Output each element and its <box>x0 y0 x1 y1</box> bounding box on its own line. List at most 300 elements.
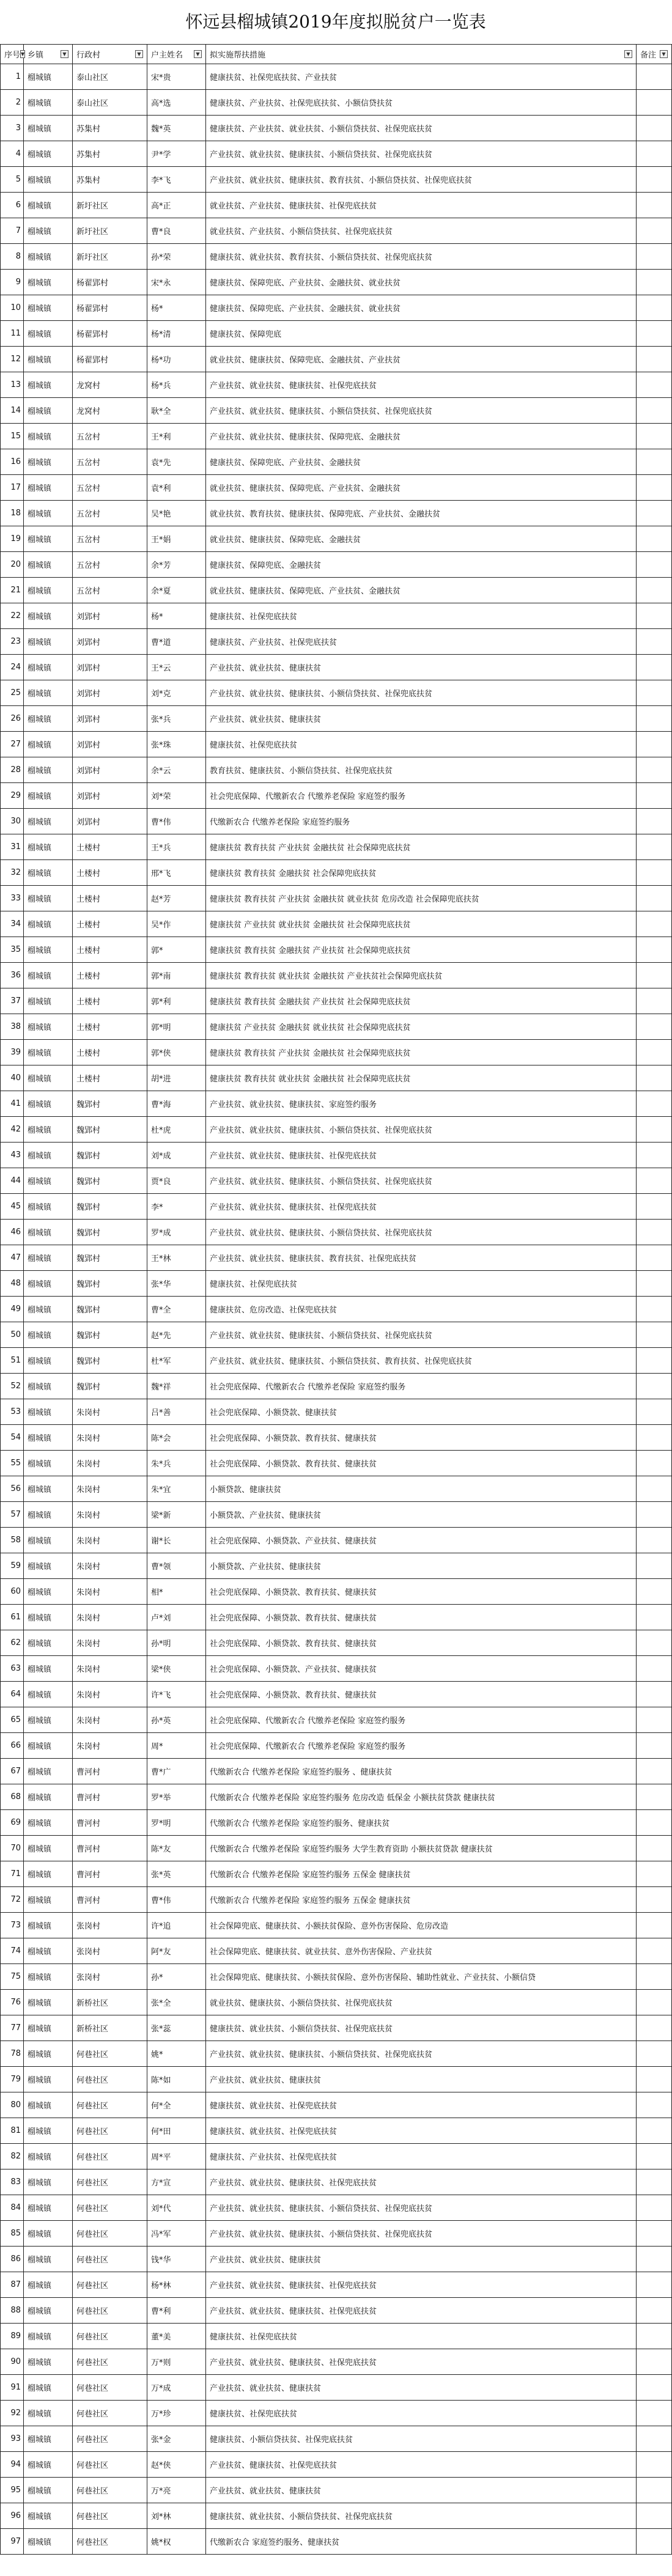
cell-village[interactable]: 魏郢村 <box>73 1194 147 1220</box>
cell-remark[interactable] <box>637 783 672 809</box>
cell-seq[interactable]: 9 <box>1 270 24 295</box>
cell-seq[interactable]: 2 <box>1 90 24 116</box>
cell-remark[interactable] <box>637 1245 672 1271</box>
cell-village[interactable]: 刘郢村 <box>73 783 147 809</box>
cell-householder[interactable]: 曹*全 <box>147 1297 206 1322</box>
cell-remark[interactable] <box>637 655 672 680</box>
cell-measures[interactable]: 健康扶贫、危房改造、社保兜底扶贫 <box>206 1297 637 1322</box>
cell-measures[interactable]: 小额贷款、产业扶贫、健康扶贫 <box>206 1502 637 1528</box>
cell-remark[interactable] <box>637 424 672 449</box>
cell-village[interactable]: 何巷社区 <box>73 2221 147 2247</box>
cell-town[interactable]: 榴城镇 <box>24 1887 73 1913</box>
cell-seq[interactable]: 46 <box>1 1220 24 1245</box>
cell-seq[interactable]: 80 <box>1 2092 24 2118</box>
col-header-town[interactable]: 乡镇 ▼ <box>24 45 73 64</box>
cell-village[interactable]: 何巷社区 <box>73 2503 147 2529</box>
cell-measures[interactable]: 教育扶贫、健康扶贫、小额信贷扶贫、社保兜底扶贫 <box>206 757 637 783</box>
cell-measures[interactable]: 产业扶贫、就业扶贫、健康扶贫、小额信贷扶贫、社保兜底扶贫 <box>206 1322 637 1348</box>
cell-village[interactable]: 何巷社区 <box>73 2426 147 2452</box>
cell-seq[interactable]: 7 <box>1 218 24 244</box>
cell-seq[interactable]: 76 <box>1 1990 24 2015</box>
cell-measures[interactable]: 社会兜底保障、小额贷款、教育扶贫、健康扶贫 <box>206 1425 637 1451</box>
cell-remark[interactable] <box>637 603 672 629</box>
cell-measures[interactable]: 健康扶贫 产业扶贫 金融扶贫 就业扶贫 社会保障兜底扶贫 <box>206 1014 637 1040</box>
cell-seq[interactable]: 4 <box>1 141 24 167</box>
cell-remark[interactable] <box>637 1374 672 1399</box>
cell-town[interactable]: 榴城镇 <box>24 2247 73 2272</box>
cell-village[interactable]: 朱岗村 <box>73 1502 147 1528</box>
cell-remark[interactable] <box>637 757 672 783</box>
cell-village[interactable]: 何巷社区 <box>73 2324 147 2349</box>
cell-seq[interactable]: 20 <box>1 552 24 578</box>
cell-village[interactable]: 曹河村 <box>73 1784 147 1810</box>
cell-remark[interactable] <box>637 1682 672 1707</box>
cell-town[interactable]: 榴城镇 <box>24 809 73 834</box>
cell-town[interactable]: 榴城镇 <box>24 2375 73 2401</box>
cell-remark[interactable] <box>637 1040 672 1065</box>
cell-measures[interactable]: 产业扶贫、就业扶贫、健康扶贫 <box>206 655 637 680</box>
cell-householder[interactable]: 贾*良 <box>147 1168 206 1194</box>
cell-town[interactable]: 榴城镇 <box>24 834 73 860</box>
cell-town[interactable]: 榴城镇 <box>24 1964 73 1990</box>
cell-seq[interactable]: 77 <box>1 2015 24 2041</box>
cell-householder[interactable]: 曹*良 <box>147 218 206 244</box>
cell-seq[interactable]: 72 <box>1 1887 24 1913</box>
cell-remark[interactable] <box>637 1630 672 1656</box>
cell-town[interactable]: 榴城镇 <box>24 424 73 449</box>
cell-town[interactable]: 榴城镇 <box>24 218 73 244</box>
cell-measures[interactable]: 产业扶贫、就业扶贫、健康扶贫、小额信贷扶贫、社保兜底扶贫 <box>206 1117 637 1143</box>
cell-householder[interactable]: 高*选 <box>147 90 206 116</box>
cell-remark[interactable] <box>637 1348 672 1374</box>
cell-measures[interactable]: 就业扶贫、产业扶贫、健康扶贫、社保兜底扶贫 <box>206 193 637 218</box>
cell-householder[interactable]: 杨* <box>147 295 206 321</box>
cell-measures[interactable]: 健康扶贫、就业扶贫、小额信贷扶贫、社保兜底扶贫 <box>206 2015 637 2041</box>
cell-village[interactable]: 五岔村 <box>73 526 147 552</box>
cell-village[interactable]: 曹河村 <box>73 1861 147 1887</box>
cell-householder[interactable]: 刘*代 <box>147 2195 206 2221</box>
cell-town[interactable]: 榴城镇 <box>24 501 73 526</box>
cell-householder[interactable]: 曹*领 <box>147 1553 206 1579</box>
cell-measures[interactable]: 产业扶贫、就业扶贫、健康扶贫、小额信贷扶贫、社保兜底扶贫 <box>206 2221 637 2247</box>
cell-village[interactable]: 泰山社区 <box>73 64 147 90</box>
cell-town[interactable]: 榴城镇 <box>24 1322 73 1348</box>
cell-village[interactable]: 杨翟郢村 <box>73 347 147 372</box>
cell-seq[interactable]: 29 <box>1 783 24 809</box>
cell-seq[interactable]: 92 <box>1 2401 24 2426</box>
cell-remark[interactable] <box>637 963 672 988</box>
cell-measures[interactable]: 产业扶贫、就业扶贫、健康扶贫 <box>206 2375 637 2401</box>
cell-seq[interactable]: 19 <box>1 526 24 552</box>
cell-town[interactable]: 榴城镇 <box>24 1861 73 1887</box>
cell-measures[interactable]: 代缴新农合 代缴养老保险 家庭签约服务 五保金 健康扶贫 <box>206 1887 637 1913</box>
cell-measures[interactable]: 产业扶贫、就业扶贫、健康扶贫、社保兜底扶贫 <box>206 2298 637 2324</box>
cell-measures[interactable]: 社会保障兜底、健康扶贫、小额扶贫保险、意外伤害保险、辅助性就业、产业扶贫、小额信贷 <box>206 1964 637 1990</box>
cell-householder[interactable]: 张*珠 <box>147 732 206 757</box>
cell-village[interactable]: 土楼村 <box>73 886 147 911</box>
cell-measures[interactable]: 就业扶贫、健康扶贫、保障兜底、金融扶贫 <box>206 526 637 552</box>
cell-village[interactable]: 刘郢村 <box>73 732 147 757</box>
cell-town[interactable]: 榴城镇 <box>24 1245 73 1271</box>
cell-seq[interactable]: 58 <box>1 1528 24 1553</box>
cell-householder[interactable]: 尹*学 <box>147 141 206 167</box>
cell-householder[interactable]: 陈*会 <box>147 1425 206 1451</box>
cell-remark[interactable] <box>637 578 672 603</box>
cell-householder[interactable]: 万*则 <box>147 2349 206 2375</box>
cell-seq[interactable]: 89 <box>1 2324 24 2349</box>
cell-village[interactable]: 土楼村 <box>73 937 147 963</box>
cell-seq[interactable]: 74 <box>1 1938 24 1964</box>
cell-village[interactable]: 新桥社区 <box>73 1990 147 2015</box>
cell-seq[interactable]: 75 <box>1 1964 24 1990</box>
cell-remark[interactable] <box>637 2195 672 2221</box>
cell-town[interactable]: 榴城镇 <box>24 937 73 963</box>
cell-householder[interactable]: 曹*伟 <box>147 809 206 834</box>
cell-village[interactable]: 新桥社区 <box>73 2015 147 2041</box>
cell-householder[interactable]: 杨*功 <box>147 347 206 372</box>
cell-seq[interactable]: 71 <box>1 1861 24 1887</box>
cell-measures[interactable]: 就业扶贫、健康扶贫、小额信贷扶贫、社保兜底扶贫 <box>206 1990 637 2015</box>
cell-seq[interactable]: 52 <box>1 1374 24 1399</box>
cell-village[interactable]: 魏郢村 <box>73 1297 147 1322</box>
cell-seq[interactable]: 22 <box>1 603 24 629</box>
cell-measures[interactable]: 健康扶贫、产业扶贫、社保兜底扶贫 <box>206 629 637 655</box>
cell-seq[interactable]: 13 <box>1 372 24 398</box>
cell-measures[interactable]: 代缴新农合 代缴养老保险 家庭签约服务 <box>206 809 637 834</box>
cell-remark[interactable] <box>637 1938 672 1964</box>
cell-householder[interactable]: 刘*克 <box>147 680 206 706</box>
cell-householder[interactable]: 何*田 <box>147 2118 206 2144</box>
cell-remark[interactable] <box>637 2015 672 2041</box>
cell-remark[interactable] <box>637 1707 672 1733</box>
cell-village[interactable]: 朱岗村 <box>73 1528 147 1553</box>
cell-village[interactable]: 何巷社区 <box>73 2118 147 2144</box>
cell-seq[interactable]: 8 <box>1 244 24 270</box>
cell-householder[interactable]: 张*英 <box>147 1861 206 1887</box>
chevron-down-icon[interactable]: ▼ <box>135 50 143 58</box>
cell-village[interactable]: 新圩社区 <box>73 218 147 244</box>
cell-householder[interactable]: 周*平 <box>147 2144 206 2169</box>
cell-village[interactable]: 曹河村 <box>73 1810 147 1836</box>
cell-seq[interactable]: 11 <box>1 321 24 347</box>
cell-village[interactable]: 土楼村 <box>73 988 147 1014</box>
cell-householder[interactable]: 余*芳 <box>147 552 206 578</box>
cell-remark[interactable] <box>637 1990 672 2015</box>
cell-remark[interactable] <box>637 1065 672 1091</box>
cell-seq[interactable]: 96 <box>1 2503 24 2529</box>
cell-householder[interactable]: 张*兵 <box>147 706 206 732</box>
cell-measures[interactable]: 产业扶贫、就业扶贫、健康扶贫、小额信贷扶贫、社保兜底扶贫 <box>206 1220 637 1245</box>
cell-town[interactable]: 榴城镇 <box>24 963 73 988</box>
cell-householder[interactable]: 阿*友 <box>147 1938 206 1964</box>
cell-village[interactable]: 五岔村 <box>73 424 147 449</box>
cell-measures[interactable]: 就业扶贫、健康扶贫、保障兜底、产业扶贫、金融扶贫 <box>206 578 637 603</box>
cell-town[interactable]: 榴城镇 <box>24 1656 73 1682</box>
cell-town[interactable]: 榴城镇 <box>24 1707 73 1733</box>
cell-remark[interactable] <box>637 2478 672 2503</box>
cell-town[interactable]: 榴城镇 <box>24 1938 73 1964</box>
cell-village[interactable]: 苏集村 <box>73 116 147 141</box>
cell-householder[interactable]: 余*夏 <box>147 578 206 603</box>
cell-measures[interactable]: 产业扶贫、就业扶贫、健康扶贫、社保兜底扶贫 <box>206 2272 637 2298</box>
cell-remark[interactable] <box>637 2272 672 2298</box>
cell-village[interactable]: 魏郢村 <box>73 1168 147 1194</box>
cell-remark[interactable] <box>637 449 672 475</box>
cell-householder[interactable]: 高*正 <box>147 193 206 218</box>
cell-measures[interactable]: 代缴新农合 代缴养老保险 家庭签约服务 五保金 健康扶贫 <box>206 1861 637 1887</box>
cell-remark[interactable] <box>637 244 672 270</box>
cell-remark[interactable] <box>637 218 672 244</box>
cell-householder[interactable]: 钱*华 <box>147 2247 206 2272</box>
cell-householder[interactable]: 卢*刘 <box>147 1605 206 1630</box>
cell-remark[interactable] <box>637 2529 672 2555</box>
cell-remark[interactable] <box>637 552 672 578</box>
cell-householder[interactable]: 姚* <box>147 2041 206 2067</box>
cell-householder[interactable]: 余*云 <box>147 757 206 783</box>
cell-measures[interactable]: 产业扶贫、就业扶贫、健康扶贫 <box>206 2067 637 2092</box>
cell-town[interactable]: 榴城镇 <box>24 1271 73 1297</box>
cell-town[interactable]: 榴城镇 <box>24 2221 73 2247</box>
cell-householder[interactable]: 朱*兵 <box>147 1451 206 1476</box>
cell-seq[interactable]: 33 <box>1 886 24 911</box>
cell-remark[interactable] <box>637 270 672 295</box>
cell-measures[interactable]: 产业扶贫、就业扶贫、健康扶贫、社保兜底扶贫 <box>206 2169 637 2195</box>
cell-measures[interactable]: 社会兜底保障、小额贷款、教育扶贫、健康扶贫 <box>206 1579 637 1605</box>
cell-measures[interactable]: 小额贷款、健康扶贫 <box>206 1476 637 1502</box>
cell-village[interactable]: 五岔村 <box>73 449 147 475</box>
cell-householder[interactable]: 刘*荣 <box>147 783 206 809</box>
cell-householder[interactable]: 陈*友 <box>147 1836 206 1861</box>
cell-village[interactable]: 朱岗村 <box>73 1425 147 1451</box>
cell-village[interactable]: 五岔村 <box>73 552 147 578</box>
cell-measures[interactable]: 产业扶贫、就业扶贫、健康扶贫、社保兜底扶贫 <box>206 2349 637 2375</box>
cell-seq[interactable]: 30 <box>1 809 24 834</box>
cell-town[interactable]: 榴城镇 <box>24 1836 73 1861</box>
cell-householder[interactable]: 赵*先 <box>147 1322 206 1348</box>
cell-seq[interactable]: 73 <box>1 1913 24 1938</box>
cell-remark[interactable] <box>637 1887 672 1913</box>
cell-measures[interactable]: 产业扶贫、就业扶贫、健康扶贫、小额信贷扶贫、社保兜底扶贫 <box>206 2195 637 2221</box>
cell-town[interactable]: 榴城镇 <box>24 783 73 809</box>
cell-seq[interactable]: 48 <box>1 1271 24 1297</box>
cell-measures[interactable]: 健康扶贫 教育扶贫 产业扶贫 金融扶贫 社会保障兜底扶贫 <box>206 834 637 860</box>
cell-measures[interactable]: 健康扶贫 教育扶贫 产业扶贫 金融扶贫 社会保障兜底扶贫 <box>206 1040 637 1065</box>
cell-town[interactable]: 榴城镇 <box>24 1065 73 1091</box>
cell-remark[interactable] <box>637 2041 672 2067</box>
cell-remark[interactable] <box>637 2144 672 2169</box>
cell-remark[interactable] <box>637 1861 672 1887</box>
cell-town[interactable]: 榴城镇 <box>24 2015 73 2041</box>
cell-village[interactable]: 土楼村 <box>73 963 147 988</box>
cell-village[interactable]: 苏集村 <box>73 141 147 167</box>
cell-remark[interactable] <box>637 526 672 552</box>
col-header-remark[interactable]: 备注 ▼ <box>637 45 672 64</box>
cell-remark[interactable] <box>637 1399 672 1425</box>
cell-village[interactable]: 土楼村 <box>73 834 147 860</box>
cell-town[interactable]: 榴城镇 <box>24 1194 73 1220</box>
cell-village[interactable]: 曹河村 <box>73 1836 147 1861</box>
cell-village[interactable]: 朱岗村 <box>73 1399 147 1425</box>
col-header-village[interactable]: 行政村 ▼ <box>73 45 147 64</box>
cell-seq[interactable]: 90 <box>1 2349 24 2375</box>
cell-town[interactable]: 榴城镇 <box>24 2426 73 2452</box>
cell-householder[interactable]: 许*追 <box>147 1913 206 1938</box>
cell-measures[interactable]: 健康扶贫、就业扶贫、小额信贷扶贫、社保兜底扶贫 <box>206 2503 637 2529</box>
cell-seq[interactable]: 49 <box>1 1297 24 1322</box>
cell-remark[interactable] <box>637 1579 672 1605</box>
cell-seq[interactable]: 16 <box>1 449 24 475</box>
cell-measures[interactable]: 健康扶贫、保障兜底 <box>206 321 637 347</box>
cell-town[interactable]: 榴城镇 <box>24 1143 73 1168</box>
cell-seq[interactable]: 64 <box>1 1682 24 1707</box>
cell-town[interactable]: 榴城镇 <box>24 1168 73 1194</box>
cell-town[interactable]: 榴城镇 <box>24 1528 73 1553</box>
cell-town[interactable]: 榴城镇 <box>24 1297 73 1322</box>
cell-remark[interactable] <box>637 1168 672 1194</box>
cell-village[interactable]: 五岔村 <box>73 501 147 526</box>
cell-measures[interactable]: 就业扶贫、健康扶贫、保障兜底、金融扶贫、产业扶贫 <box>206 347 637 372</box>
cell-seq[interactable]: 93 <box>1 2426 24 2452</box>
cell-village[interactable]: 杨翟郢村 <box>73 270 147 295</box>
cell-householder[interactable]: 曹*海 <box>147 1091 206 1117</box>
cell-householder[interactable]: 魏*祥 <box>147 1374 206 1399</box>
cell-householder[interactable]: 吴*艳 <box>147 501 206 526</box>
cell-measures[interactable]: 产业扶贫、就业扶贫、健康扶贫 <box>206 2247 637 2272</box>
cell-remark[interactable] <box>637 372 672 398</box>
cell-householder[interactable]: 吕*善 <box>147 1399 206 1425</box>
cell-remark[interactable] <box>637 1528 672 1553</box>
cell-seq[interactable]: 84 <box>1 2195 24 2221</box>
cell-measures[interactable]: 社会兜底保障、小额贷款、教育扶贫、健康扶贫 <box>206 1682 637 1707</box>
cell-village[interactable]: 新圩社区 <box>73 193 147 218</box>
cell-measures[interactable]: 健康扶贫、保障兜底、产业扶贫、金融扶贫 <box>206 449 637 475</box>
cell-town[interactable]: 榴城镇 <box>24 629 73 655</box>
cell-village[interactable]: 朱岗村 <box>73 1553 147 1579</box>
cell-town[interactable]: 榴城镇 <box>24 2118 73 2144</box>
cell-householder[interactable]: 相* <box>147 1579 206 1605</box>
cell-measures[interactable]: 产业扶贫、就业扶贫、健康扶贫、社保兜底扶贫 <box>206 1194 637 1220</box>
col-header-householder[interactable]: 户主姓名 ▼ <box>147 45 206 64</box>
cell-householder[interactable]: 孙* <box>147 1964 206 1990</box>
cell-seq[interactable]: 63 <box>1 1656 24 1682</box>
cell-householder[interactable]: 梁*侠 <box>147 1656 206 1682</box>
cell-village[interactable]: 刘郢村 <box>73 706 147 732</box>
cell-remark[interactable] <box>637 90 672 116</box>
cell-remark[interactable] <box>637 1733 672 1759</box>
cell-seq[interactable]: 17 <box>1 475 24 501</box>
cell-remark[interactable] <box>637 2247 672 2272</box>
cell-town[interactable]: 榴城镇 <box>24 1425 73 1451</box>
cell-householder[interactable]: 罗*举 <box>147 1784 206 1810</box>
cell-village[interactable]: 何巷社区 <box>73 2375 147 2401</box>
cell-seq[interactable]: 57 <box>1 1502 24 1528</box>
cell-village[interactable]: 龙窝村 <box>73 398 147 424</box>
cell-remark[interactable] <box>637 680 672 706</box>
cell-seq[interactable]: 10 <box>1 295 24 321</box>
cell-householder[interactable]: 郭*南 <box>147 963 206 988</box>
cell-seq[interactable]: 36 <box>1 963 24 988</box>
cell-village[interactable]: 龙窝村 <box>73 372 147 398</box>
cell-town[interactable]: 榴城镇 <box>24 321 73 347</box>
cell-town[interactable]: 榴城镇 <box>24 1091 73 1117</box>
cell-remark[interactable] <box>637 834 672 860</box>
cell-householder[interactable]: 王*云 <box>147 655 206 680</box>
cell-seq[interactable]: 87 <box>1 2272 24 2298</box>
cell-householder[interactable]: 罗*成 <box>147 1220 206 1245</box>
cell-village[interactable]: 新圩社区 <box>73 244 147 270</box>
cell-householder[interactable]: 郭*侠 <box>147 1040 206 1065</box>
cell-town[interactable]: 榴城镇 <box>24 2401 73 2426</box>
cell-remark[interactable] <box>637 732 672 757</box>
cell-seq[interactable]: 23 <box>1 629 24 655</box>
cell-town[interactable]: 榴城镇 <box>24 2041 73 2067</box>
cell-village[interactable]: 魏郢村 <box>73 1091 147 1117</box>
cell-measures[interactable]: 健康扶贫、保障兜底、产业扶贫、金融扶贫、就业扶贫 <box>206 295 637 321</box>
cell-measures[interactable]: 健康扶贫、保障兜底、金融扶贫 <box>206 552 637 578</box>
cell-village[interactable]: 朱岗村 <box>73 1656 147 1682</box>
cell-householder[interactable]: 杨*林 <box>147 2272 206 2298</box>
cell-seq[interactable]: 47 <box>1 1245 24 1271</box>
cell-seq[interactable]: 43 <box>1 1143 24 1168</box>
cell-town[interactable]: 榴城镇 <box>24 347 73 372</box>
cell-town[interactable]: 榴城镇 <box>24 244 73 270</box>
cell-village[interactable]: 何巷社区 <box>73 2349 147 2375</box>
cell-village[interactable]: 张岗村 <box>73 1913 147 1938</box>
cell-village[interactable]: 土楼村 <box>73 1014 147 1040</box>
cell-seq[interactable]: 61 <box>1 1605 24 1630</box>
cell-seq[interactable]: 88 <box>1 2298 24 2324</box>
cell-householder[interactable]: 李* <box>147 1194 206 1220</box>
cell-village[interactable]: 何巷社区 <box>73 2247 147 2272</box>
cell-village[interactable]: 土楼村 <box>73 1040 147 1065</box>
cell-village[interactable]: 刘郢村 <box>73 655 147 680</box>
cell-seq[interactable]: 24 <box>1 655 24 680</box>
cell-town[interactable]: 榴城镇 <box>24 2195 73 2221</box>
cell-householder[interactable]: 万*成 <box>147 2375 206 2401</box>
cell-seq[interactable]: 95 <box>1 2478 24 2503</box>
cell-town[interactable]: 榴城镇 <box>24 1348 73 1374</box>
cell-village[interactable]: 何巷社区 <box>73 2401 147 2426</box>
cell-measures[interactable]: 产业扶贫、就业扶贫、健康扶贫、保障兜底、金融扶贫 <box>206 424 637 449</box>
cell-town[interactable]: 榴城镇 <box>24 193 73 218</box>
cell-seq[interactable]: 37 <box>1 988 24 1014</box>
cell-householder[interactable]: 魏*英 <box>147 116 206 141</box>
cell-remark[interactable] <box>637 347 672 372</box>
cell-householder[interactable]: 耿*全 <box>147 398 206 424</box>
cell-measures[interactable]: 健康扶贫 产业扶贫 就业扶贫 金融扶贫 社会保障兜底扶贫 <box>206 911 637 937</box>
cell-householder[interactable]: 刘*成 <box>147 1143 206 1168</box>
cell-town[interactable]: 榴城镇 <box>24 1502 73 1528</box>
cell-remark[interactable] <box>637 1297 672 1322</box>
cell-town[interactable]: 榴城镇 <box>24 706 73 732</box>
cell-town[interactable]: 榴城镇 <box>24 732 73 757</box>
cell-village[interactable]: 刘郢村 <box>73 680 147 706</box>
cell-remark[interactable] <box>637 141 672 167</box>
cell-householder[interactable]: 宋*永 <box>147 270 206 295</box>
cell-village[interactable]: 刘郢村 <box>73 629 147 655</box>
cell-householder[interactable]: 张*全 <box>147 1990 206 2015</box>
cell-remark[interactable] <box>637 193 672 218</box>
cell-village[interactable]: 魏郢村 <box>73 1245 147 1271</box>
cell-householder[interactable]: 郭*利 <box>147 988 206 1014</box>
cell-town[interactable]: 榴城镇 <box>24 1399 73 1425</box>
cell-town[interactable]: 榴城镇 <box>24 2529 73 2555</box>
cell-village[interactable]: 朱岗村 <box>73 1605 147 1630</box>
cell-town[interactable]: 榴城镇 <box>24 1014 73 1040</box>
cell-measures[interactable]: 代缴新农合 代缴养老保险 家庭签约服务 大学生教育资助 小额扶贫贷款 健康扶贫 <box>206 1836 637 1861</box>
cell-village[interactable]: 何巷社区 <box>73 2041 147 2067</box>
cell-seq[interactable]: 62 <box>1 1630 24 1656</box>
